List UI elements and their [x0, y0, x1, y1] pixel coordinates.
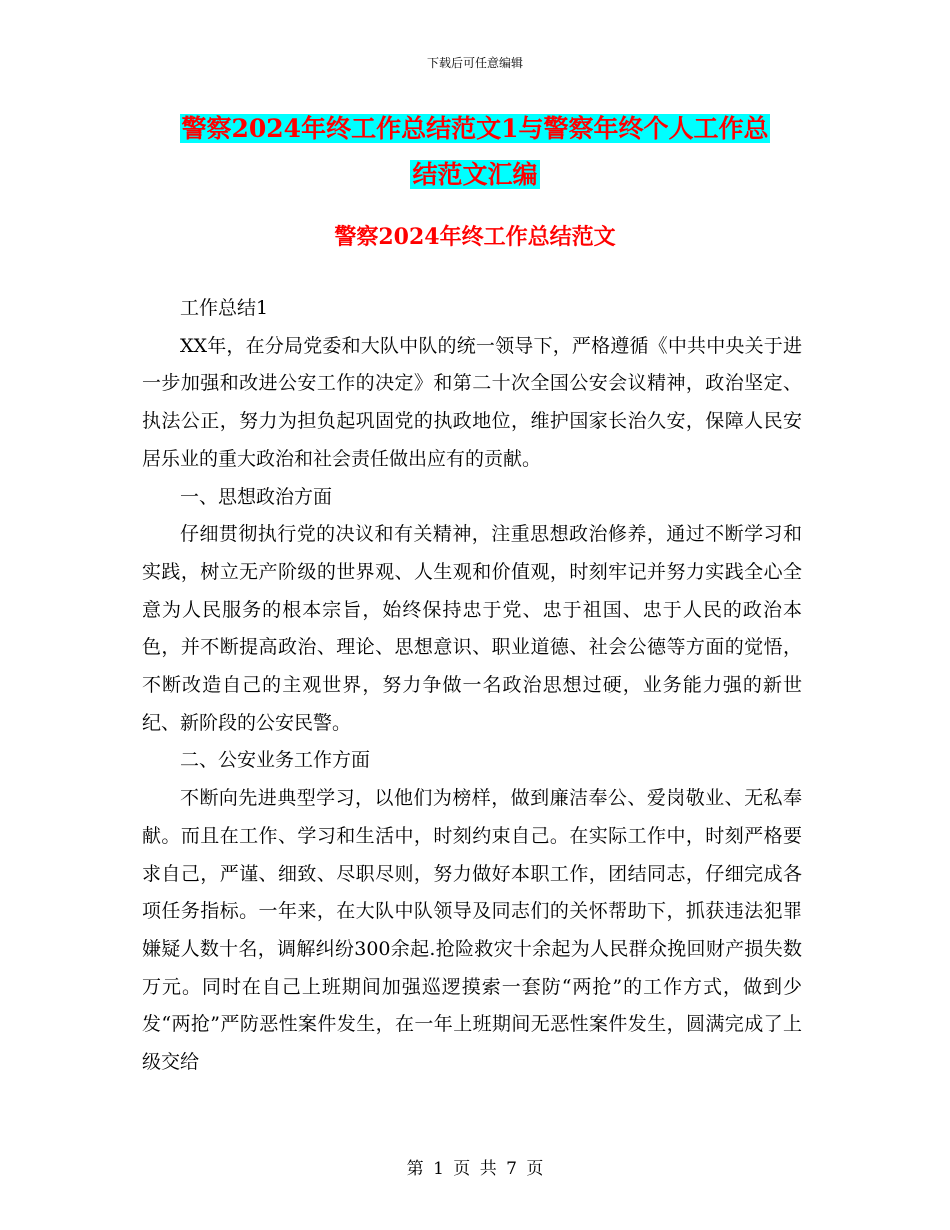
paragraph-heading: 工作总结1	[180, 297, 269, 319]
paragraph-subheading: 二、公安业务工作方面	[180, 749, 371, 772]
paragraph: 仔细贯彻执行党的决议和有关精神，注重思想政治修养，通过不断学习和实践，树立无产阶级的世界观、人生观和价值观，时刻牢记并努力实践全心全意为人民服务的根本宗旨，始终保持忠于党、忠于祖国、忠于人民的政治本色，并不断提高政治、理论、思想意识、职业道德、社会公德等方面的觉悟，不断改造自己的主观世界，努力争做一名政治思想过硬，业务能力强的新世纪、新阶段的公安民警。	[142, 523, 802, 734]
page-number: 第 1 页 共 7 页	[406, 1159, 544, 1179]
paragraph-subheading: 一、思想政治方面	[180, 485, 333, 508]
document-title-line-2: 结范文汇编	[412, 160, 538, 189]
section-title: 警察2024年终工作总结范文	[334, 224, 616, 250]
page-header-note: 下载后可任意编辑	[426, 56, 523, 70]
document-title-line-1: 警察2024年终工作总结范文1与警察年终个人工作总	[181, 114, 769, 143]
document-title	[120, 106, 830, 198]
document-body	[142, 290, 802, 1082]
paragraph: XX年，在分局党委和大队中队的统一领导下，严格遵循《中共中央关于进一步加强和改进公安工作的决定》和第二十次全国公安会议精神，政治坚定、执法公正，努力为担负起巩固党的执政地位，维护国家长治久安，保障人民安居乐业的重大政治和社会责任做出应有的贡献。	[142, 334, 802, 470]
paragraph: 不断向先进典型学习，以他们为榜样，做到廉洁奉公、爱岗敬业、无私奉献。而且在工作、学习和生活中，时刻约束自己。在实际工作中，时刻严格要求自己，严谨、细致、尽职尽则，努力做好本职工作，团结同志，仔细完成各项任务指标。一年来，在大队中队领导及同志们的关怀帮助下，抓获违法犯罪嫌疑人数十名，调解纠纷300余起.抢险救灾十余起为人民群众挽回财产损失数万元。同时在自己上班期间加强巡逻摸索一套防“两抢”的工作方式，做到少发“两抢”严防恶性案件发生，在一年上班期间无恶性案件发生，圆满完成了上级交给	[142, 787, 802, 1074]
